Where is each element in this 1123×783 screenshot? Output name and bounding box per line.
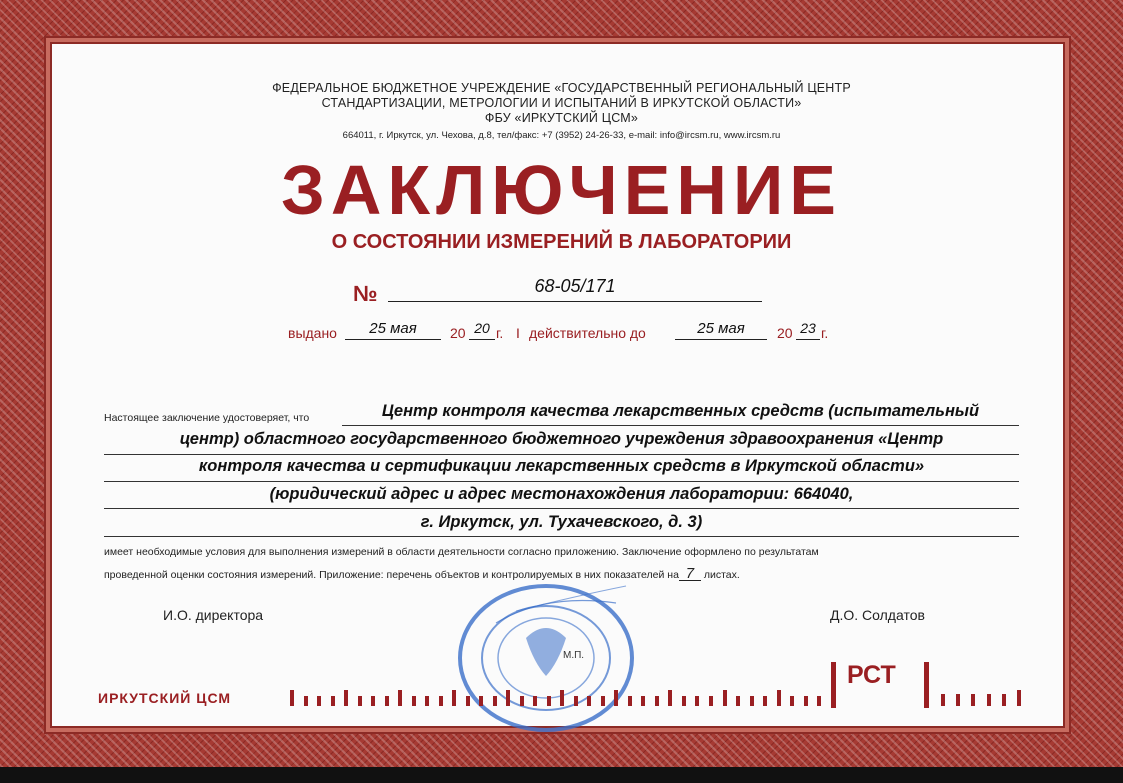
sheet-count: 7 [679,568,701,581]
org-address: 664011, г. Иркутск, ул. Чехова, д.8, тел/факс: +7 (3952) 24-26-33, e-mail: info@ircsm.ru, www.ircsm.ru [342,130,781,141]
lab-address-line-1: (юридический адрес и адрес местонахождения лаборатории: 664040, [269,485,854,503]
body-underline-1 [342,425,1019,426]
date-separator: I [516,325,520,341]
footer-bar-pattern [290,690,835,706]
body-underline-3 [104,481,1019,482]
issued-day: 25 мая [345,320,441,340]
issued-year: 20 [469,320,495,340]
valid-year-prefix: 20 [777,325,793,341]
footer-bar-pattern-right [941,690,1021,706]
official-seal-stamp [456,583,636,733]
number-value: 68-05/171 [388,276,762,302]
certifies-label: Настоящее заключение удостоверяет, что [104,412,310,424]
valid-day: 25 мая [675,320,767,340]
footer-org-name: ИРКУТСКИЙ ЦСМ [98,690,232,706]
issued-label: выдано [288,325,337,341]
lab-address-line-2: г. Иркутск, ул. Тухачевского, д. 3) [420,513,703,531]
appendix-text-end: листах. [703,569,740,581]
number-label: № [353,281,378,306]
org-name-line-1: ФЕДЕРАЛЬНОЕ БЮДЖЕТНОЕ УЧРЕЖДЕНИЕ «ГОСУДАРСТВЕННЫЙ РЕГИОНАЛЬНЫЙ ЦЕНТР [272,81,851,95]
director-name: Д.О. Солдатов [830,607,925,623]
conditions-text: имеет необходимые условия для выполнения измерений в области деятельности согласно приложению. Заключение оформлено по результатам [104,546,819,558]
valid-year-suffix: г. [821,325,829,341]
org-name-line-2: СТАНДАРТИЗАЦИИ, МЕТРОЛОГИИ И ИСПЫТАНИЙ В ИРКУТСКОЙ ОБЛАСТИ» [321,96,802,110]
document-title: ЗАКЛЮЧЕНИЕ [281,151,842,229]
lab-name-line-3: контроля качества и сертификации лекарственных средств в Иркутской области» [198,457,925,475]
seal-mark-label: М.П. [563,650,585,661]
body-underline-5 [104,536,1019,537]
org-name-line-3: ФБУ «ИРКУТСКИЙ ЦСМ» [484,111,639,125]
valid-year: 23 [796,320,820,340]
lab-name-line-1: Центр контроля качества лекарственных средств (испытательный [381,402,980,420]
issued-year-suffix: г. [496,325,504,341]
document-subtitle: О СОСТОЯНИИ ИЗМЕРЕНИЙ В ЛАБОРАТОРИИ [331,231,792,253]
body-underline-4 [104,508,1019,509]
valid-label: действительно до [529,325,646,341]
body-underline-2 [104,454,1019,455]
lab-name-line-2: центр) областного государственного бюджетного учреждения здравоохранения «Центр [179,430,944,448]
issued-year-prefix: 20 [450,325,466,341]
director-title: И.О. директора [163,607,264,623]
rst-logo-text: РСТ [847,661,896,689]
appendix-text-start: проведенной оценки состояния измерений. Приложение: перечень объектов и контролируемых в них показателей на [104,569,679,581]
scan-edge [0,767,1123,783]
appendix-text [104,565,740,582]
